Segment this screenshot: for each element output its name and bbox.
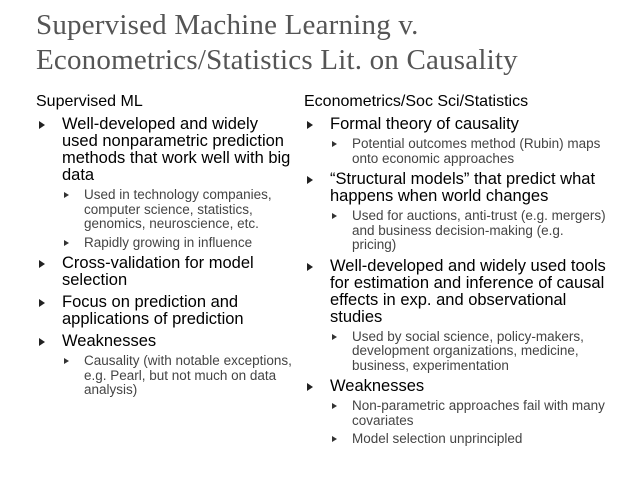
sub-bullet-arrow-icon [64,358,69,364]
sub-bullet-text: Used by social science, policy-makers, development organizations, medicine, business, experimentation [352,328,584,373]
bullet-arrow-icon [39,338,45,346]
sub-bullet-arrow-icon [64,240,69,246]
bullet-text: Formal theory of causality [330,115,519,133]
bullet-arrow-icon [307,263,313,271]
bullet-text: Weaknesses [62,332,157,350]
bullet-text: “Structural models” that predict what happens when world changes [330,170,596,205]
sub-bullet-arrow-icon [332,334,337,340]
sub-bullet-text: Model selection unprincipled [352,431,523,446]
sub-bullet-text: Rapidly growing in influence [84,234,253,250]
sub-bullet-list [330,137,609,166]
bullet-item [304,171,609,253]
bullet-item [36,294,296,328]
bullet-item [304,258,609,374]
bullet-text: Weaknesses [330,377,425,395]
bullet-item [304,116,609,166]
sub-bullet-item [62,354,296,398]
sub-bullet-list [330,330,609,374]
sub-bullet-item [62,236,296,251]
sub-bullet-item [62,188,296,232]
sub-bullet-list [330,209,609,253]
slide-title: Supervised Machine Learning v. Econometrics/Statistics Lit. on Causality [36,9,518,76]
bullet-arrow-icon [39,121,45,129]
bullet-arrow-icon [39,260,45,268]
sub-bullet-arrow-icon [64,192,69,198]
sub-bullet-item [330,432,609,447]
bullet-text: Cross-validation for model selection [62,254,254,289]
bullet-item [36,255,296,289]
bullet-arrow-icon [307,176,313,184]
sub-bullet-text: Used in technology companies, computer science, statistics, genomics, neuroscience, etc. [84,187,272,231]
left-bullet-list [36,116,296,398]
sub-bullet-text: Potential outcomes method (Rubin) maps onto economic approaches [352,136,601,166]
sub-bullet-list [62,354,296,398]
sub-bullet-item [330,399,609,428]
sub-bullet-text: Non-parametric approaches fail with many covariates [352,398,605,428]
sub-bullet-item [330,330,609,374]
sub-bullet-text: Used for auctions, anti-trust (e.g. mergers) and business decision-making (e.g. pricing) [352,208,606,252]
bullet-item [36,116,296,250]
right-column-heading: Econometrics/Soc Sci/Statistics [304,93,529,110]
sub-bullet-arrow-icon [332,213,337,219]
right-bullet-list [304,116,609,447]
bullet-arrow-icon [307,121,313,129]
bullet-arrow-icon [39,299,45,307]
bullet-text: Well-developed and widely used tools for estimation and inference of causal effects in exp. and observational studies [330,256,606,326]
sub-bullet-arrow-icon [332,436,337,442]
bullet-item [304,378,609,447]
left-column-heading: Supervised ML [36,93,143,110]
left-column [36,92,296,400]
bullet-item [36,333,296,398]
right-column [304,92,609,449]
bullet-text: Focus on prediction and applications of prediction [62,293,244,328]
sub-bullet-text: Causality (with notable exceptions, e.g. Pearl, but not much on data analysis) [84,353,292,397]
sub-bullet-list [62,188,296,250]
sub-bullet-item [330,137,609,166]
sub-bullet-arrow-icon [332,403,337,409]
sub-bullet-item [330,209,609,253]
sub-bullet-list [330,399,609,447]
sub-bullet-arrow-icon [332,141,337,147]
bullet-arrow-icon [307,383,313,391]
bullet-text: Well-developed and widely used nonparametric prediction methods that work well with big data [62,115,291,184]
